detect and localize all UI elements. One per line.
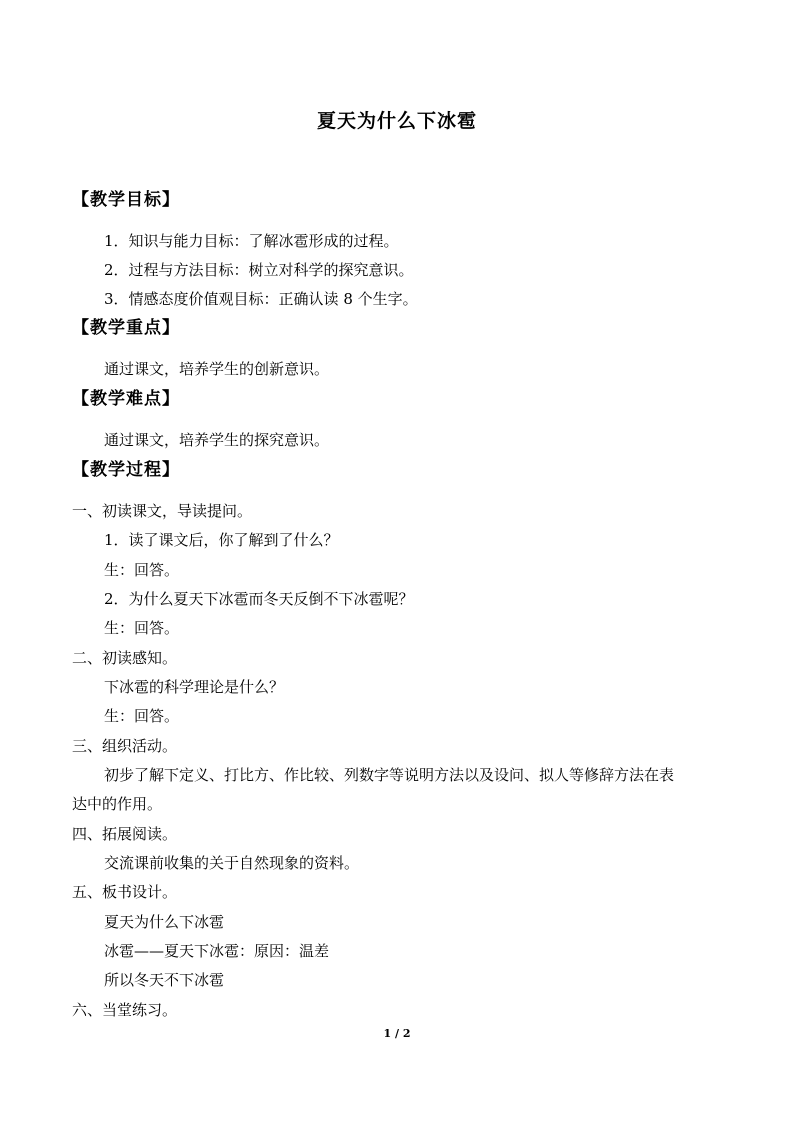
section-2-answer: 生：回答。: [104, 707, 180, 725]
process-heading: 【教学过程】: [72, 460, 180, 480]
section-5-title: 五、板书设计。: [72, 883, 178, 901]
section-3-title: 三、组织活动。: [72, 737, 178, 755]
section-1-question-1: 1．读了课文后，你了解到了什么？: [104, 531, 339, 549]
board-design-line-3: 所以冬天不下冰雹: [104, 971, 225, 989]
key-points-text: 通过课文，培养学生的创新意识。: [104, 360, 330, 378]
difficulties-text: 通过课文，培养学生的探究意识。: [104, 431, 330, 449]
section-1-title: 一、初读课文，导读提问。: [72, 502, 253, 520]
board-design-line-2: 冰雹——夏天下冰雹：原因：温差: [104, 942, 330, 960]
section-6-title: 六、当堂练习。: [72, 1001, 178, 1019]
difficulties-heading: 【教学难点】: [72, 389, 180, 409]
section-1-answer-1: 生：回答。: [104, 561, 180, 579]
goal-item-3: 3．情感态度价值观目标：正确认读 8 个生字。: [104, 290, 418, 308]
section-3-paragraph-line-1: 初步了解下定义、打比方、作比较、列数字等说明方法以及设问、拟人等修辞方法在表: [104, 766, 675, 784]
section-4-text: 交流课前收集的关于自然现象的资料。: [104, 854, 360, 872]
key-points-heading: 【教学重点】: [72, 318, 180, 338]
section-3-paragraph-line-2: 达中的作用。: [72, 795, 163, 813]
section-2-question: 下冰雹的科学理论是什么？: [104, 678, 285, 696]
section-2-title: 二、初读感知。: [72, 649, 178, 667]
teaching-goals-heading: 【教学目标】: [72, 190, 180, 210]
section-1-question-2: 2．为什么夏天下冰雹而冬天反倒不下冰雹呢？: [104, 590, 414, 608]
page-number: 1 / 2: [383, 1027, 411, 1040]
section-4-title: 四、拓展阅读。: [72, 825, 178, 843]
goal-item-1: 1．知识与能力目标：了解冰雹形成的过程。: [104, 232, 399, 250]
document-title: 夏天为什么下冰雹: [316, 110, 477, 132]
goal-item-2: 2．过程与方法目标：树立对科学的探究意识。: [104, 261, 414, 279]
board-design-line-1: 夏天为什么下冰雹: [104, 913, 225, 931]
section-1-answer-2: 生：回答。: [104, 619, 180, 637]
